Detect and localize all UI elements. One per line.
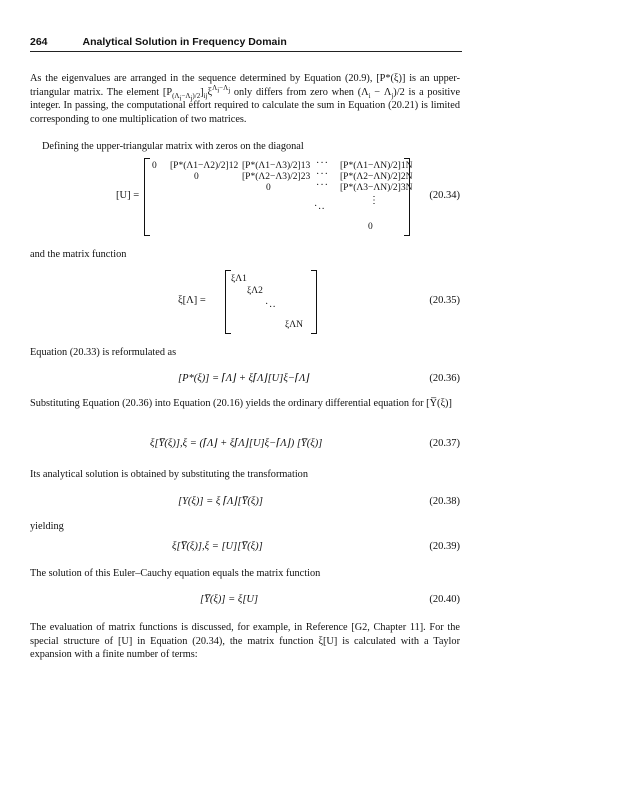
- matrix-U: [144, 158, 413, 236]
- equation-20-35: [30, 270, 460, 340]
- paragraph-substituting: Substituting Equation (20.36) into Equation (20.16) yields the ordinary differential equation for [Y̅(ξ)]: [30, 398, 452, 409]
- eq38-number: (20.38): [429, 496, 460, 507]
- u-hdots-1: ···: [316, 158, 329, 169]
- eq36-number: (20.36): [429, 373, 460, 384]
- eq34-lhs: [U] =: [116, 190, 140, 201]
- paragraph-evaluation: The evaluation of matrix functions is discussed, for example, in Reference [G2, Chapter 11]. For the special structure of [U] in Equation (20.34), the matrix function ξ[U] is calculated with a Taylor expansion with a finite number of terms:: [30, 622, 460, 661]
- u-ddots: ·..: [314, 201, 326, 212]
- u-13: [P*(Λ1−Λ3)/2]13: [242, 161, 311, 171]
- matrix-xi-lambda: [225, 270, 317, 334]
- u-2N: [P*(Λ2−ΛN)/2]2N: [340, 172, 413, 182]
- paragraph-reformulated: Equation (20.33) is reformulated as: [30, 347, 177, 358]
- xi-ddots: ·..: [265, 299, 277, 310]
- p1-line5: two matrices.: [191, 113, 247, 125]
- eq40-body: [Y̅(ξ)] = ξ[U]: [200, 594, 259, 605]
- eq35-lhs: ξ[Λ] =: [178, 295, 206, 306]
- u-vdots: ⋮: [369, 195, 380, 206]
- paragraph-defining: Defining the upper-triangular matrix with zeros on the diagonal: [42, 141, 304, 152]
- p1-line2: is an upper-triangular matrix. The element $[P_{(\Lambda_i-\Lambda_j)/2}]_{ij}\xi^{\Lambda_i-\Lambda_j}$ only differs from zero: [30, 73, 461, 103]
- u-11: 0: [152, 161, 157, 171]
- eq37-number: (20.37): [429, 438, 460, 449]
- eq35-number: (20.35): [429, 295, 460, 306]
- matrix-left-bracket: [144, 158, 150, 236]
- eq39-body: ξ[Y̅(ξ)],ξ = [U][Y̅(ξ)]: [172, 541, 263, 552]
- eq34-number: (20.34): [429, 190, 460, 201]
- equation-20-34: [30, 158, 460, 238]
- paragraph-euler-cauchy: The solution of this Euler–Cauchy equation equals the matrix function: [30, 568, 321, 579]
- u-hdots-3: ···: [316, 180, 329, 191]
- header-rule: [30, 51, 462, 52]
- xi-diag-2: ξΛ2: [247, 286, 263, 296]
- u-23: [P*(Λ2−Λ3)/2]23: [242, 172, 311, 182]
- u-hdots-2: ···: [316, 169, 329, 180]
- paragraph-yielding: yielding: [30, 521, 64, 532]
- xi-diag-1: ξΛ1: [231, 274, 247, 284]
- xi-diag-N: ξΛN: [285, 320, 303, 330]
- p1-line4: calculate the sum in Equation (20.21) is limited corresponding to one multiplication of: [30, 100, 460, 125]
- eq40-number: (20.40): [429, 594, 460, 605]
- eq36-body: [P*(ξ)] = ⌈Λ⌋ + ξ⌈Λ⌋[U]ξ−⌈Λ⌋: [178, 373, 310, 384]
- u-NN: 0: [368, 222, 373, 232]
- running-title: Analytical Solution in Frequency Domain: [82, 36, 287, 48]
- running-header: [30, 36, 462, 48]
- u-33: 0: [266, 183, 271, 193]
- eq38-body: [Y(ξ)] = ξ ⌈Λ⌋[Y̅(ξ)]: [178, 496, 263, 507]
- paragraph-analytical-solution: Its analytical solution is obtained by substituting the transformation: [30, 469, 308, 480]
- p1-line3: when $(\Lambda_i - \Lambda_j)/2$ is a positive integer. In passing, the computational effort required to: [30, 86, 461, 112]
- eq39-number: (20.39): [429, 541, 460, 552]
- matrix35-right-bracket: [311, 270, 317, 334]
- paragraph-eigenvalues: [30, 72, 460, 126]
- p1-line1: As the eigenvalues are arranged in the sequence determined by Equation (20.9), [P*(ξ)]: [30, 73, 406, 84]
- u-12: [P*(Λ1−Λ2)/2]12: [170, 161, 239, 171]
- u-3N: [P*(Λ3−ΛN)/2]3N: [340, 183, 413, 193]
- u-22: 0: [194, 172, 199, 182]
- paragraph-matrix-function: and the matrix function: [30, 249, 127, 260]
- u-1N: [P*(Λ1−ΛN)/2]1N: [340, 161, 413, 171]
- eq37-body: ξ[Y̅(ξ)],ξ = (⌈Λ⌋ + ξ⌈Λ⌋[U]ξ−⌈Λ⌋) [Y̅(ξ)]: [150, 438, 323, 449]
- page-number: 264: [30, 36, 48, 48]
